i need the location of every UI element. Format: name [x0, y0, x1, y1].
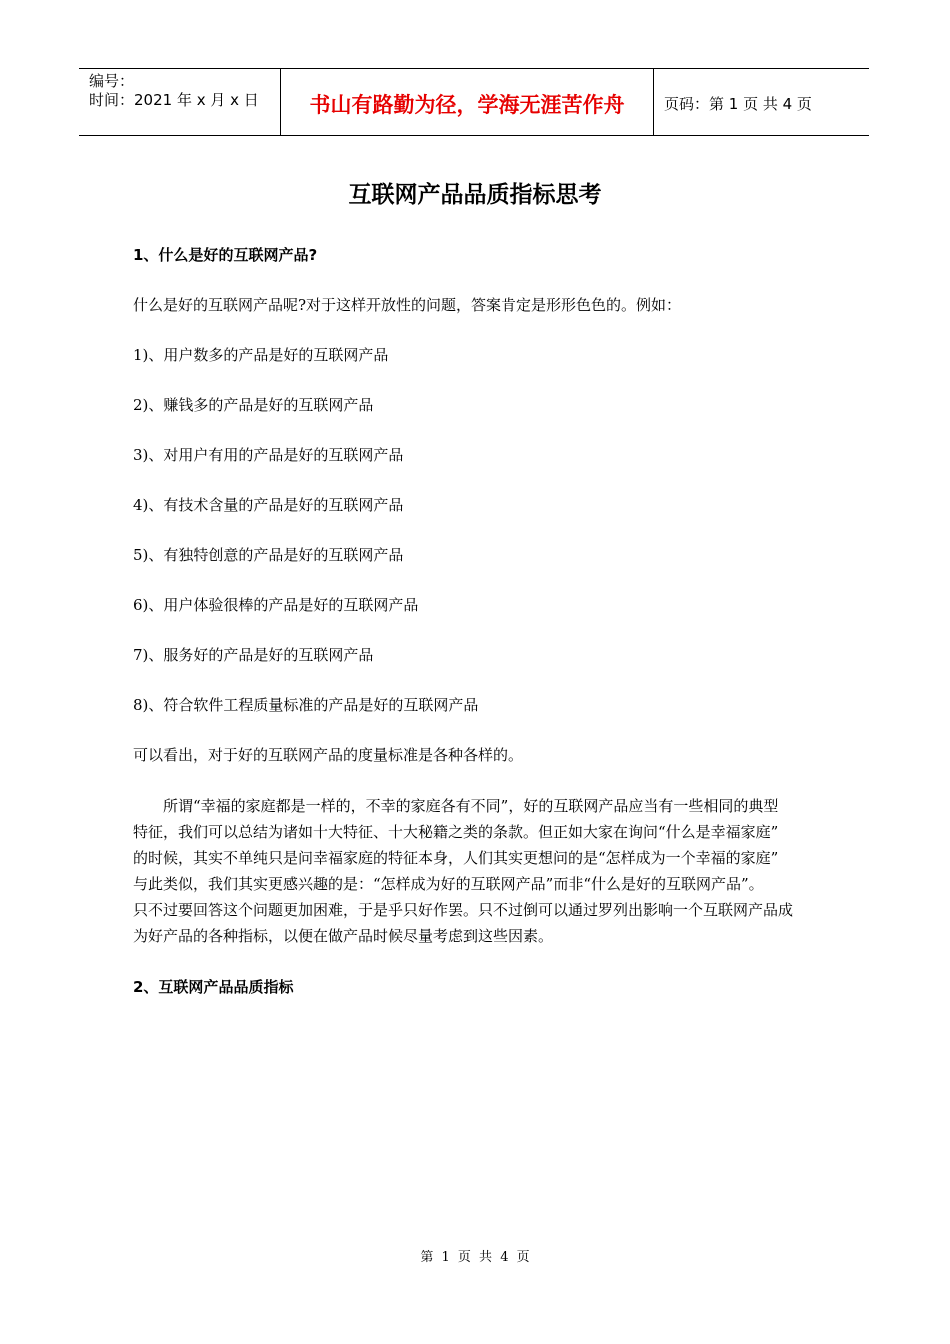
list-item: 3)、对用户有用的产品是好的互联网产品	[133, 446, 404, 464]
paragraph-line: 所谓“幸福的家庭都是一样的，不幸的家庭各有不同”，好的互联网产品应当有一些相同的典型	[133, 797, 779, 815]
list-item: 1)、用户数多的产品是好的互联网产品	[133, 346, 389, 364]
paragraph-line: 只不过要回答这个问题更加困难，于是乎只好作罢。只不过倒可以通过罗列出影响一个互联网产品成	[133, 901, 794, 919]
document-header	[79, 68, 869, 136]
header-meta	[79, 69, 280, 135]
paragraph-line: 为好产品的各种指标，以便在做产品时候尽量考虑到这些因素。	[133, 927, 554, 945]
list-item: 4)、有技术含量的产品是好的互联网产品	[133, 496, 404, 514]
document-title: 互联网产品品质指标思考	[348, 182, 602, 208]
section-1-heading: 1、什么是好的互联网产品?	[133, 246, 318, 264]
paragraph-line: 与此类似，我们其实更感兴趣的是：“怎样成为好的互联网产品”而非“什么是好的互联网产品”。	[133, 875, 764, 893]
list-item: 7)、服务好的产品是好的互联网产品	[133, 646, 374, 664]
date-label: 时间：2021 年 x 月 x 日	[89, 91, 259, 109]
section-2-heading: 2、互联网产品品质指标	[133, 978, 294, 996]
paragraph-line: 的时候，其实不单纯只是问幸福家庭的特征本身，人们其实更想问的是“怎样成为一个幸福的家庭”	[133, 849, 779, 867]
header-page-info: 页码：第 1 页 共 4 页	[664, 94, 812, 113]
header-motto: 书山有路勤为径，学海无涯苦作舟	[280, 69, 654, 135]
document-body	[133, 243, 849, 999]
number-label: 编号：	[89, 72, 135, 90]
section-1-summary: 可以看出，对于好的互联网产品的度量标准是各种各样的。	[133, 746, 524, 764]
paragraph-line: 特征，我们可以总结为诸如十大特征、十大秘籍之类的条款。但正如大家在询问“什么是幸福家庭”	[133, 823, 779, 841]
list-item: 6)、用户体验很棒的产品是好的互联网产品	[133, 596, 419, 614]
list-item: 2)、赚钱多的产品是好的互联网产品	[133, 396, 374, 414]
list-item: 5)、有独特创意的产品是好的互联网产品	[133, 546, 404, 564]
section-1-intro: 什么是好的互联网产品呢?对于这样开放性的问题，答案肯定是形形色色的。例如：	[133, 296, 682, 314]
list-item: 8)、符合软件工程质量标准的产品是好的互联网产品	[133, 696, 479, 714]
section-1-paragraph	[133, 793, 849, 949]
page-footer: 第 1 页 共 4 页	[420, 1250, 530, 1265]
